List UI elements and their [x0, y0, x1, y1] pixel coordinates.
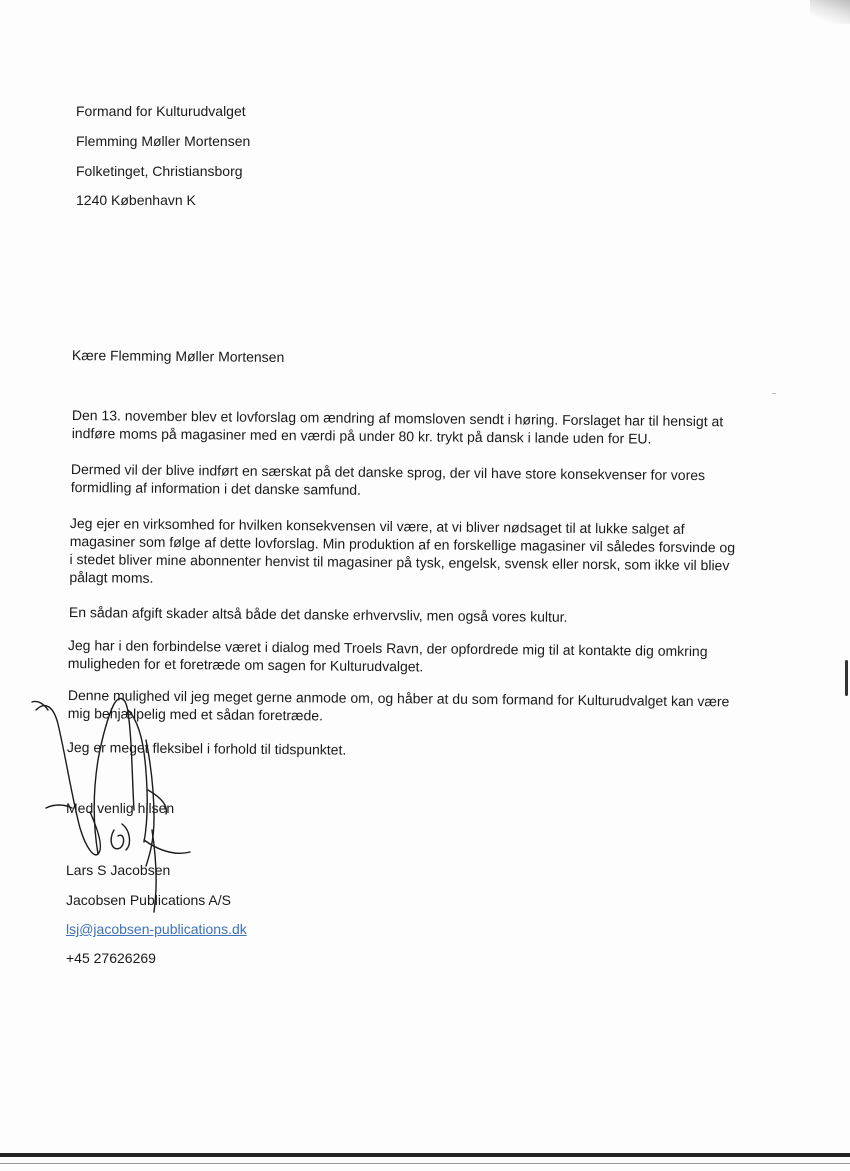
paragraph-line: muligheden for et foretræde om sagen for Kulturudvalget. [67, 654, 424, 675]
paragraph-line: Jeg har i den forbindelse været i dialog med Troels Ravn, der opfordrede mig til at kontakte dig omkring [67, 636, 708, 660]
recipient-line-4: 1240 København K [76, 192, 196, 208]
salutation-text: Kære Flemming Møller Mortensen [71, 346, 285, 366]
paragraph-line: En sådan afgift skader altså både det danske erhvervsliv, men også vores kultur. [68, 603, 568, 625]
scan-speck [772, 393, 776, 394]
paragraph-line: magasiner som følge af dette lovforslag. Min produktion af en forskellige magasiner vil således forsvinde og [69, 532, 736, 556]
paragraph-line: Jeg er meget fleksibel i forhold til tidspunktet. [66, 738, 347, 758]
scan-corner-shadow [810, 0, 850, 24]
paragraph-line: Dermed vil der blive indført en særskat på det danske sprog, der vil have store konsekvenser for vores [70, 460, 706, 484]
signature-stroke [128, 710, 147, 842]
closing: Med venlig hilsen [66, 800, 175, 816]
paragraph-line: formidling af information i det danske samfund. [70, 478, 362, 498]
paragraph-5 [68, 636, 708, 678]
paragraph-4 [69, 603, 568, 626]
sender-email-link[interactable]: lsj@jacobsen-publications.dk [66, 921, 247, 937]
sender-phone: +45 27626269 [66, 950, 156, 966]
signature-stroke [111, 830, 124, 849]
paragraph-1 [72, 406, 724, 448]
signature-stroke [148, 790, 166, 814]
paragraph-2 [71, 460, 706, 502]
paragraph-line: Den 13. november blev et lovforslag om ændring af momsloven sendt i høring. Forslaget har til hensigt at [71, 406, 724, 430]
scan-bottom-edge [0, 1153, 850, 1157]
signature-stroke [36, 706, 100, 855]
handwritten-signature [28, 680, 228, 920]
paragraph-line: mig behjælpelig med et sådan foretræde. [67, 704, 324, 724]
recipient-line-3: Folketinget, Christiansborg [76, 163, 243, 179]
sender-company: Jacobsen Publications A/S [66, 892, 231, 908]
scan-edge-mark [845, 660, 848, 696]
scan-bottom-edge-secondary [0, 1163, 850, 1164]
sender-name: Lars S Jacobsen [66, 862, 171, 878]
paragraph-line: indføre moms på magasiner med en værdi på under 80 kr. trykt på dansk i lande uden for EU. [71, 424, 652, 447]
signature-stroke [46, 805, 72, 808]
paragraph-3 [69, 514, 735, 592]
paragraph-line: Denne mulighed vil jeg meget gerne anmode om, og håber at du som formand for Kulturudvalget kan være [67, 686, 730, 710]
recipient-line-2: Flemming Møller Mortensen [76, 133, 251, 149]
salutation [72, 346, 285, 366]
paragraph-line: Jeg ejer en virksomhed for hvilken konsekvensen vil være, at vi bliver nødsaget til at lukke salget af [69, 514, 685, 537]
paragraph-line: i stedet bliver mine abonnenter henvist til magasiner på tysk, engelsk, svensk eller norsk, som ikke vil bliev [69, 550, 730, 574]
paragraph-line: pålagt moms. [69, 568, 154, 586]
recipient-line-1: Formand for Kulturudvalget [76, 103, 246, 119]
